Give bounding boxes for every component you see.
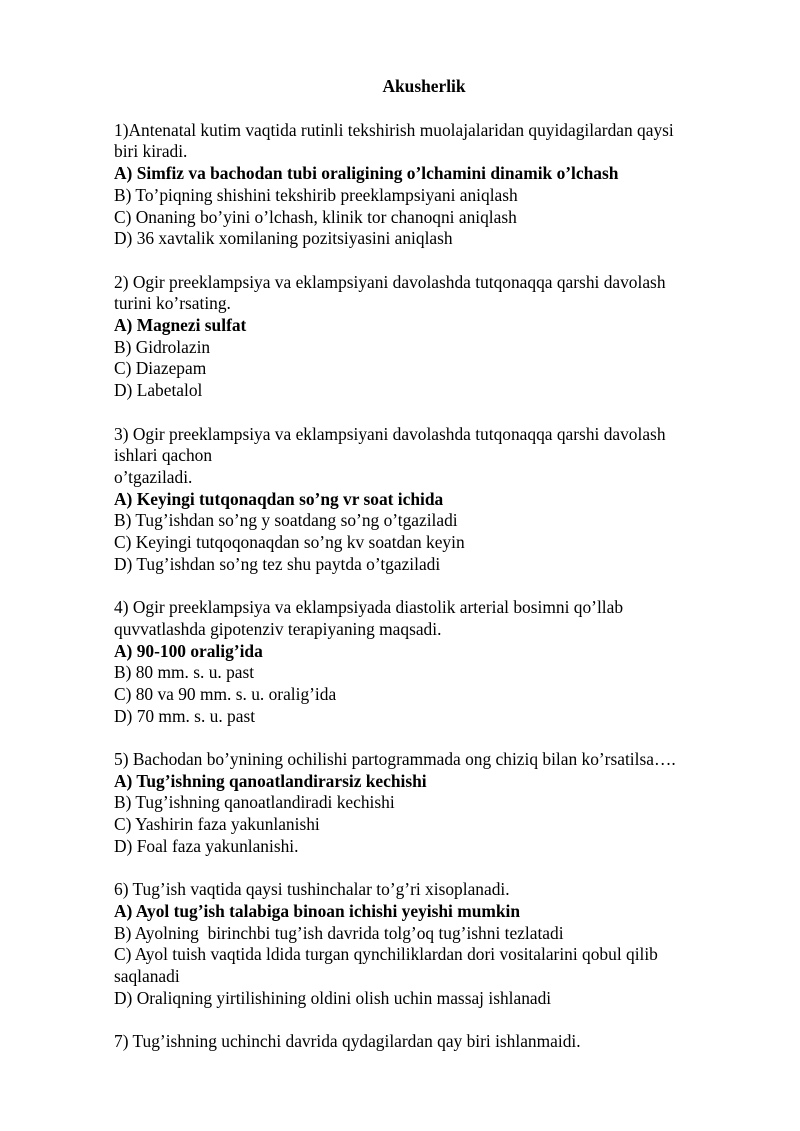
question-block <box>114 272 734 402</box>
answer-option: D) Tug’ishdan so’ng tez shu paytda o’tgaziladi <box>114 553 441 574</box>
question-block <box>114 1031 734 1053</box>
question-block <box>114 749 734 858</box>
answer-option-correct: A) Magnezi sulfat <box>114 315 247 336</box>
question-text <box>114 597 734 640</box>
answer-option: B) 80 mm. s. u. past <box>114 662 255 683</box>
answer-option: D) Oraliqning yirtilishining oldini olish uchin massaj ishlanadi <box>114 987 552 1008</box>
document-page <box>114 76 734 1075</box>
answer-option-correct: A) Ayol tug’ish talabiga binoan ichishi yeyishi mumkin <box>114 900 521 921</box>
question-block <box>114 597 734 727</box>
answer-option: C) Yashirin faza yakunlanishi <box>114 814 320 835</box>
answer-option: D) Foal faza yakunlanishi. <box>114 835 299 856</box>
question-text-line: 3) Ogir preeklampsiya va eklampsiyani davolashda tutqonaqqa qarshi davolash <box>114 423 666 444</box>
answer-option: D) 36 xavtalik xomilaning pozitsiyasini aniqlash <box>114 228 453 249</box>
answer-option: B) Tug’ishdan so’ng y soatdang so’ng o’tgaziladi <box>114 510 458 531</box>
question-text-line: ishlari qachon <box>114 445 213 466</box>
answer-option: C) Diazepam <box>114 358 207 379</box>
question-text <box>114 749 734 771</box>
answer-option: D) 70 mm. s. u. past <box>114 705 256 726</box>
question-text-line: quvvatlashda gipotenziv terapiyaning maqsadi. <box>114 618 442 639</box>
question-text-line: o’tgaziladi. <box>114 466 193 487</box>
question-text-line: 1)Antenatal kutim vaqtida rutinli tekshirish muolajalaridan quyidagilardan qaysi <box>114 119 674 140</box>
question-text-line: 6) Tug’ish vaqtida qaysi tushinchalar to’g’ri xisoplanadi. <box>114 879 510 900</box>
question-block <box>114 424 734 576</box>
question-text-line: 5) Bachodan bo’ynining ochilishi partogrammada ong chiziq bilan ko’rsatilsa…. <box>114 749 676 770</box>
question-text <box>114 1031 734 1053</box>
question-text-line: biri kiradi. <box>114 141 188 162</box>
answer-option: B) Tug’ishning qanoatlandiradi kechishi <box>114 792 395 813</box>
answer-option-correct: A) Keyingi tutqonaqdan so’ng vr soat ichida <box>114 488 444 509</box>
answer-option: B) Ayolning birinchbi tug’ish davrida tolg’oq tug’ishni tezlatadi <box>114 922 564 943</box>
question-text <box>114 879 734 901</box>
answer-option: C) Onaning bo’yini o’lchash, klinik tor chanoqni aniqlash <box>114 206 517 227</box>
question-text <box>114 120 734 163</box>
answer-option: C) 80 va 90 mm. s. u. oralig’ida <box>114 683 337 704</box>
answer-option-correct: A) Tug’ishning qanoatlandirarsiz kechishi <box>114 770 427 791</box>
answer-option: B) Gidrolazin <box>114 336 211 357</box>
answer-option: C) Ayol tuish vaqtida ldida turgan qynchiliklardan dori vositalarini qobul qilib saqlanadi <box>114 944 658 987</box>
answer-option-correct: A) Simfiz va bachodan tubi oraligining o’lchamini dinamik o’lchash <box>114 163 619 184</box>
question-text <box>114 272 734 315</box>
answer-option-correct: A) 90-100 oralig’ida <box>114 640 263 661</box>
question-text-line: turini ko’rsating. <box>114 293 231 314</box>
question-text-line: 4) Ogir preeklampsiya va eklampsiyada diastolik arterial bosimni qo’llab <box>114 597 624 618</box>
question-text-line: 7) Tug’ishning uchinchi davrida qydagilardan qay biri ishlanmaidi. <box>114 1031 581 1052</box>
question-text <box>114 424 734 489</box>
question-list <box>114 120 734 1053</box>
answer-option: C) Keyingi tutqoqonaqdan so’ng kv soatdan keyin <box>114 532 465 553</box>
question-block <box>114 879 734 1009</box>
question-block <box>114 120 734 250</box>
answer-option: D) Labetalol <box>114 380 203 401</box>
document-title: Akusherlik <box>382 76 466 96</box>
answer-option: B) To’piqning shishini tekshirib preeklampsiyani aniqlash <box>114 184 518 205</box>
question-text-line: 2) Ogir preeklampsiya va eklampsiyani davolashda tutqonaqqa qarshi davolash <box>114 271 666 292</box>
